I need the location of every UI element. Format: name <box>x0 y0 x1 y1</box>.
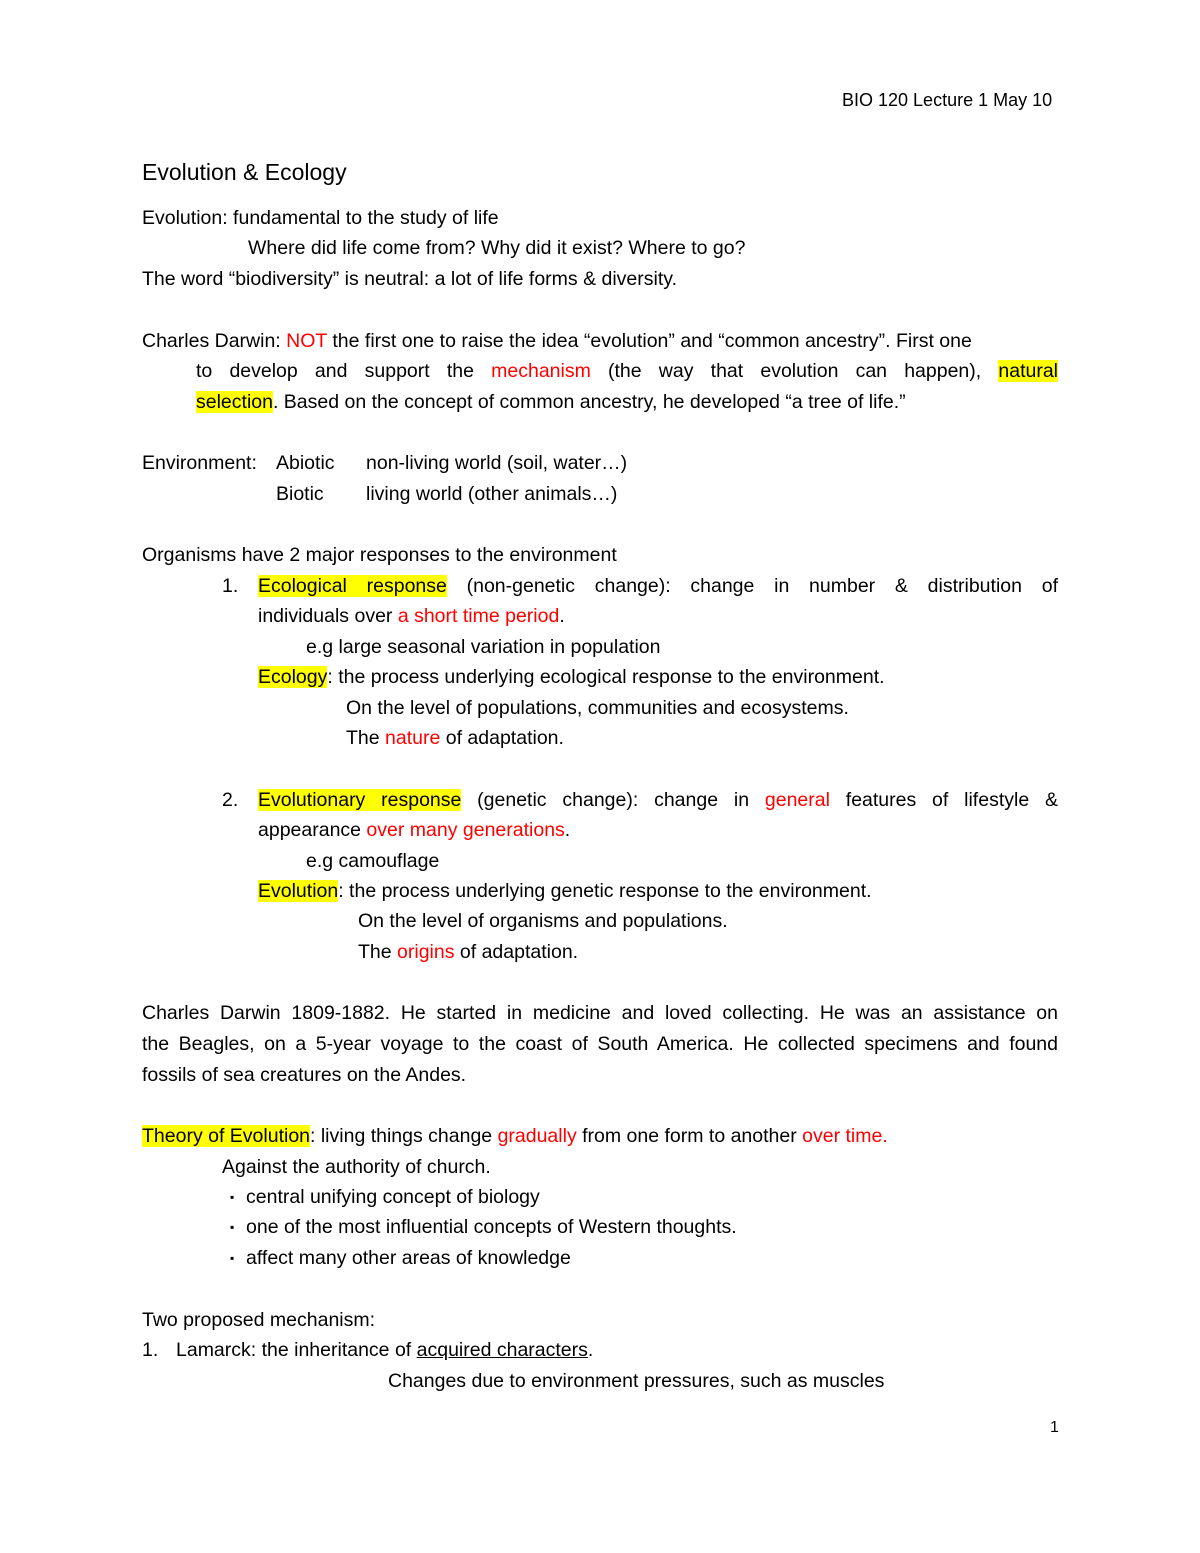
ecological-response-line-1: Ecological response (non-genetic change): change in number & distribution of <box>258 575 1058 597</box>
abiotic-description: non-living world (soil, water…) <box>366 452 628 474</box>
bullet-icon: ▪ <box>230 1251 235 1265</box>
highlighted-text: Evolution <box>258 880 339 902</box>
ecological-response-line-2: individuals over a short time period. <box>258 605 565 627</box>
red-text: origins <box>397 941 455 963</box>
evolutionary-response-line-2: appearance over many generations. <box>258 819 571 841</box>
red-text: over many generations <box>366 819 565 841</box>
responses-heading: Organisms have 2 major responses to the environment <box>142 544 617 566</box>
biotic-description: living world (other animals…) <box>366 483 618 505</box>
bio-line-3: fossils of sea creatures on the Andes. <box>142 1064 467 1086</box>
intro-line-2: Where did life come from? Why did it exist? Where to go? <box>248 237 746 259</box>
document-title: Evolution & Ecology <box>142 159 347 185</box>
evolutionary-response-line-1: Evolutionary response (genetic change): change in general features of lifestyle & <box>258 789 1058 811</box>
highlighted-text: Evolutionary response <box>258 789 462 811</box>
lamarck-changes: Changes due to environment pressures, such as muscles <box>388 1370 885 1392</box>
lamarck-line: Lamarck: the inheritance of acquired characters. <box>176 1339 594 1361</box>
ecology-definition: Ecology: the process underlying ecological response to the environment. <box>258 666 885 688</box>
list-number: 2. <box>222 789 239 811</box>
environment-label: Environment: <box>142 452 257 474</box>
page-number: 1 <box>1050 1419 1059 1436</box>
biotic-term: Biotic <box>276 483 324 505</box>
ecology-level: On the level of populations, communities and ecosystems. <box>346 697 849 719</box>
evolution-origins: The origins of adaptation. <box>358 941 579 963</box>
ecology-nature: The nature of adaptation. <box>346 727 564 749</box>
red-text: a short time period <box>397 605 560 627</box>
red-text: nature <box>385 727 441 749</box>
darwin-line-1: Charles Darwin: NOT the first one to raise the idea “evolution” and “common ancestry”. First one <box>142 330 972 352</box>
darwin-line-3: selection. Based on the concept of common ancestry, he developed “a tree of life.” <box>196 391 906 413</box>
theory-against: Against the authority of church. <box>222 1156 491 1178</box>
intro-line-1: Evolution: fundamental to the study of life <box>142 207 499 229</box>
highlighted-text: Theory of Evolution <box>142 1125 311 1147</box>
list-item: ▪ affect many other areas of knowledge <box>230 1244 571 1272</box>
list-number: 1. <box>142 1339 159 1361</box>
red-text: mechanism <box>491 360 591 382</box>
bio-line-2: the Beagles, on a 5-year voyage to the coast of South America. He collected specimens and found <box>142 1033 1058 1055</box>
highlighted-text: selection <box>196 391 273 413</box>
darwin-line-2: to develop and support the mechanism (the way that evolution can happen), natural <box>196 360 1058 382</box>
abiotic-term: Abiotic <box>276 452 335 474</box>
highlighted-text: natural <box>998 360 1058 382</box>
intro-line-3: The word “biodiversity” is neutral: a lot of life forms & diversity. <box>142 268 677 290</box>
mechanisms-heading: Two proposed mechanism: <box>142 1309 376 1331</box>
list-item: ▪ one of the most influential concepts of Western thoughts. <box>230 1213 737 1241</box>
bio-line-1: Charles Darwin 1809-1882. He started in medicine and loved collecting. He was an assistance on <box>142 1002 1058 1024</box>
evolutionary-example: e.g camouflage <box>306 850 440 872</box>
evolution-level: On the level of organisms and populations. <box>358 910 728 932</box>
list-item: ▪ central unifying concept of biology <box>230 1183 540 1211</box>
red-text: gradually <box>497 1125 577 1147</box>
ecological-example: e.g large seasonal variation in population <box>306 636 661 658</box>
theory-line: Theory of Evolution: living things change gradually from one form to another over time. <box>142 1125 888 1147</box>
bullet-icon: ▪ <box>230 1190 235 1204</box>
underlined-text: acquired characters <box>416 1339 588 1361</box>
bullet-icon: ▪ <box>230 1220 235 1234</box>
highlighted-text: Ecology <box>258 666 328 688</box>
red-text: general <box>764 789 830 811</box>
red-text: NOT <box>286 330 327 352</box>
page-header: BIO 120 Lecture 1 May 10 <box>842 90 1053 110</box>
evolution-definition: Evolution: the process underlying genetic response to the environment. <box>258 880 872 902</box>
red-text: over time. <box>802 1125 888 1147</box>
list-number: 1. <box>222 575 239 597</box>
highlighted-text: Ecological response <box>258 575 447 597</box>
